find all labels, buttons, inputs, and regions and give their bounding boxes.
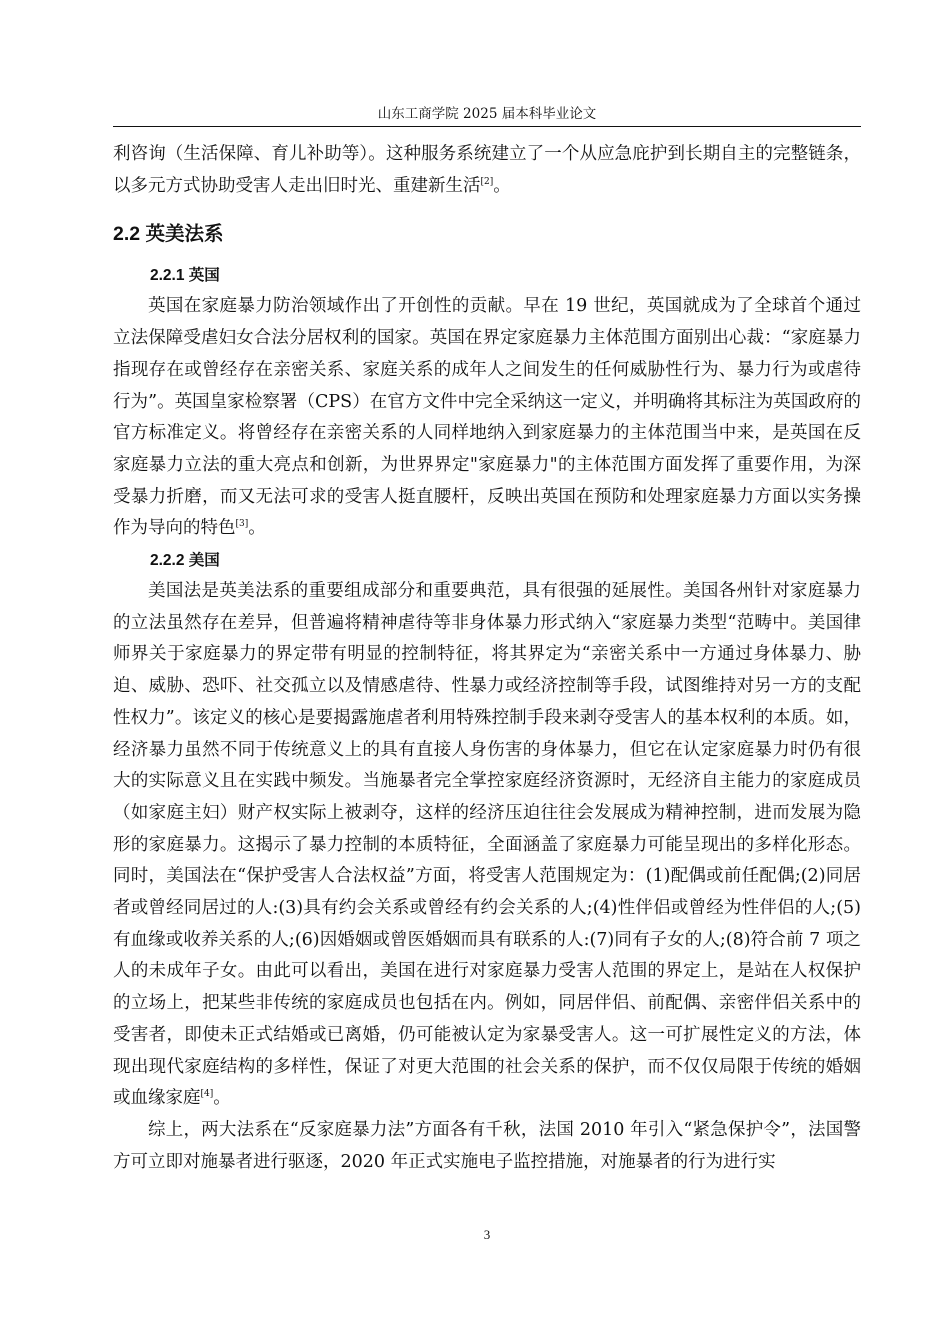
intro-end: 。	[493, 175, 511, 196]
subsection-heading-us: 2.2.2 美国	[150, 552, 220, 570]
citation-3: [3]	[235, 519, 249, 530]
section-heading: 2.2 英美法系	[113, 223, 224, 246]
running-header: 山东工商学院 2025 届本科毕业论文	[377, 106, 597, 122]
summary-text: 综上，两大法系在“反家庭暴力法”方面各有千秋，法国 2010 年引入“紧急保护令”，法国警方可立即对施暴者进行驱逐，2020 年正式实施电子监控措施，对施暴者的行为进行实	[113, 1119, 861, 1172]
uk-end: 。	[248, 518, 266, 539]
summary-paragraph	[113, 1115, 861, 1178]
citation-4: [4]	[200, 1089, 214, 1100]
intro-text: 利咨询（生活保障、育儿补助等）。这种服务系统建立了一个从应急庇护到长期自主的完整链条，以多元方式协助受害人走出旧时光、重建新生活	[113, 144, 861, 196]
uk-paragraph	[113, 291, 861, 545]
page-number: 3	[483, 1227, 491, 1242]
page-body	[113, 139, 861, 1178]
subsection-heading-uk: 2.2.1 英国	[150, 267, 220, 285]
header-rule	[113, 126, 861, 127]
citation-2: [2]	[480, 176, 494, 187]
us-text: 美国法是英美法系的重要组成部分和重要典范，具有很强的延展性。美国各州针对家庭暴力的立法虽然存在差异，但普遍将精神虐待等非身体暴力形式纳入“家庭暴力类型“范畴中。美国律师界关于家庭暴力的界定带有明显的控制特征，将其界定为“亲密关系中一方通过身体暴力、胁迫、威胁、恐吓、社交孤立以及情感虐待、性暴力或经济控制等手段，试图维持对另一方的支配性权力”。该定义的核心是要揭露施虐者利用特殊控制手段来剥夺受害人的基本权利的本质。如，经济暴力虽然不同于传统意义上的具有直接人身伤害的身体暴力，但它在认定家庭暴力时仍有很大的实际意义且在实践中频发。当施暴者完全掌控家庭经济资源时，无经济自主能力的家庭成员（如家庭主妇）财产权实际上被剥夺，这样的经济压迫往往会发展成为精神控制，进而发展为隐形的家庭暴力。这揭示了暴力控制的本质特征，全面涵盖了家庭暴力可能呈现出的多样化形态。同时，美国法在“保护受害人合法权益”方面，将受害人范围规定为：(1)配偶或前任配偶;(2)同居者或曾经同居过的人:(3)具有约会关系或曾经有约会关系的人;(4)性伴侣或曾经为性伴侣的人;(5)有血缘或收养关系的人;(6)因婚姻或曾医婚姻而具有联系的人:(7)同有子女的人;(8)符合前 7 项之人的未成年子女。由此可以看出，美国在进行对家庭暴力受害人范围的界定上，是站在人权保护的立场上，把某些非传统的家庭成员也包括在内。例如，同居伴侣、前配偶、亲密伴侣关系中的受害者，即使未正式结婚或已离婚，仍可能被认定为家暴受害人。这一可扩展性定义的方法，体现出现代家庭结构的多样性，保证了对更大范围的社会关系的保护，而不仅仅局限于传统的婚姻或血缘家庭	[113, 581, 861, 1109]
us-end: 。	[213, 1088, 231, 1109]
intro-paragraph	[113, 139, 861, 202]
uk-text: 英国在家庭暴力防治领域作出了开创性的贡献。早在 19 世纪，英国就成为了全球首个通过立法保障受虐妇女合法分居权利的国家。英国在界定家庭暴力主体范围方面别出心裁：“家庭暴力指现存在或曾经存在亲密关系、家庭关系的成年人之间发生的任何威胁性行为、暴力行为或虐待行为”。英国皇家检察署（CPS）在官方文件中完全采纳这一定义，并明确将其标注为英国政府的官方标准定义。将曾经存在亲密关系的人同样地纳入到家庭暴力的主体范围当中来，是英国在反家庭暴力立法的重大亮点和创新，为世界界定"家庭暴力"的主体范围方面发挥了重要作用，为深受暴力折磨，而又无法可求的受害人挺直腰杆，反映出英国在预防和处理家庭暴力方面以实务操作为导向的特色	[113, 296, 861, 539]
us-paragraph	[113, 576, 861, 1115]
